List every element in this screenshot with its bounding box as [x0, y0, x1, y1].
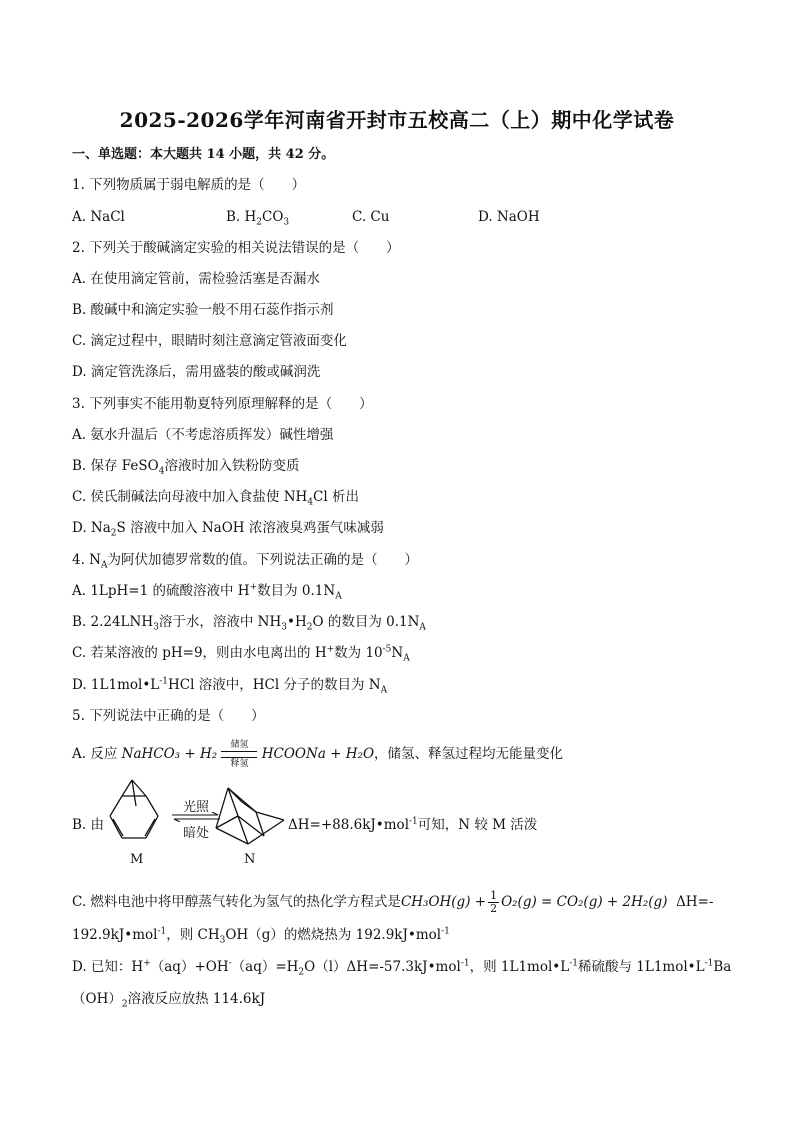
q2-option-c: C. 滴定过程中，眼睛时刻注意滴定管液面变化: [72, 333, 347, 349]
q5-option-c: C. 燃料电池中将甲醇蒸气转化为氢气的热化学方程式是CH₃OH(g) + $\frac{1}{2}$ O₂(g) = CO₂(g) + 2H₂(g) ΔH=-: [72, 889, 714, 915]
q2-option-b: B. 酸碱中和滴定实验一般不用石蕊作指示剂: [72, 302, 334, 318]
q4-option-b: B. $2.24LNH_3$溶于水，溶液中 $NH_3•H_2O$ 的数目为 $0.1N_A$: [72, 614, 426, 633]
page-title: 2025-2026学年河南省开封市五校高二（上）期中化学试卷: [119, 108, 675, 132]
q5-option-b-prefix: B. 由: [72, 817, 105, 833]
section-heading: 一、单选题：本大题共 14 小题，共 42 分。: [72, 147, 335, 162]
molecule-m-label: M: [130, 852, 144, 867]
equilibrium-arrow: 储氢 释氢: [221, 740, 257, 769]
q1-option-c: C. Cu: [352, 209, 390, 225]
q4-option-d: D. $1L1mol•L^{-1}HCl$ 溶液中，HCl 分子的数目为 $N_A$: [72, 676, 388, 696]
equation-left: NaHCO₃ + H₂: [121, 746, 218, 762]
q3-option-b: B. 保存 FeSO$_4$溶液时加入铁粉防变质: [72, 458, 300, 477]
q2-option-d: D. 滴定管洗涤后，需用盛装的酸或碱润洗: [72, 364, 321, 380]
q1-option-a: A. NaCl: [72, 209, 125, 225]
q5-option-b-text: ΔH=+88.6kJ•mol$^{-1}$可知，N 较 M 活泼: [288, 816, 538, 833]
photo-arrow-top-label: 光照: [182, 800, 209, 815]
q5-option-c-continued: 192.9kJ•mol$^{-1}$，则 $CH_3OH(g)$的燃烧热为 192.9kJ•mol$^{-1}$: [72, 926, 450, 946]
molecule-n-label: N: [244, 852, 256, 867]
q3-option-a: A. 氨水升温后（不考虑溶质挥发）碱性增强: [72, 427, 334, 443]
question-1-stem: 1. 下列物质属于弱电解质的是（ ）: [72, 177, 306, 193]
q3-option-c: C. 侯氏制碱法向母液中加入食盐使 $NH_4Cl$ 析出: [72, 489, 359, 508]
question-5-stem: 5. 下列说法中正确的是（ ）: [72, 708, 265, 724]
q4-option-a: A. 1LpH=1 的硫酸溶液中 H+数目为 $0.1N_A$: [72, 582, 342, 602]
q5-option-d: D. 已知：$H^+(aq)+OH^-(aq)=H_2O(l)\Delta H=-57.3kJ•mol^{-1}$，则 $1L1mol•L^{-1}$稀硫酸与 $1L1mol•L^{-1}Ba$: [72, 958, 732, 978]
question-4-stem: 4. $N_A$为阿伏加德罗常数的值。下列说法正确的是（ ）: [72, 552, 418, 571]
q5-option-a: A. 反应 NaHCO₃ + H₂ 储氢 释氢 HCOONa + H₂O，储氢、释氢过程均无能量变化: [72, 740, 564, 769]
question-3-stem: 3. 下列事实不能用勒夏特列原理解释的是（ ）: [72, 396, 373, 412]
q4-option-c: C. 若某溶液的 pH=9，则由水电离出的 H+数为 $10^{-5}N_A$: [72, 644, 410, 664]
q5-option-d-continued: $(OH)_2$溶液反应放热 114.6kJ: [72, 991, 266, 1010]
q2-option-a: A. 在使用滴定管前，需检验活塞是否漏水: [72, 271, 320, 287]
q3-option-d: D. $Na_2S$ 溶液中加入 NaOH 浓溶液臭鸡蛋气味减弱: [72, 520, 384, 539]
equation-right: HCOONa + H₂O: [261, 746, 375, 762]
q1-option-b: B. $H_2CO_3$: [226, 209, 290, 228]
molecule-n-structure: [212, 782, 288, 850]
question-2-stem: 2. 下列关于酸碱滴定实验的相关说法错误的是（ ）: [72, 240, 400, 256]
molecule-m-structure: [100, 776, 170, 846]
dark-arrow-bottom-label: 暗处: [182, 826, 209, 841]
fraction-one-half: $\frac{1}{2}$: [490, 889, 498, 915]
q1-option-d: D. NaOH: [478, 209, 540, 225]
